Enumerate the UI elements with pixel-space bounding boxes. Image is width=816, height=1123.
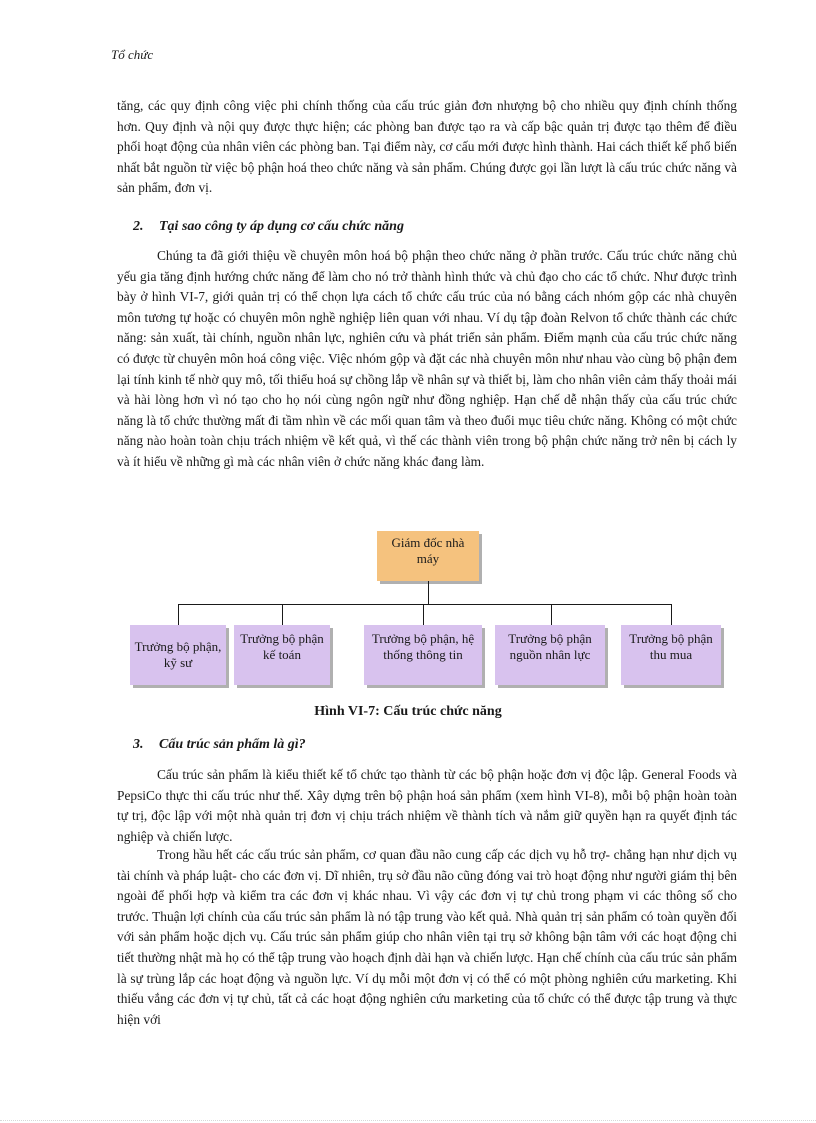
page-header: Tổ chức	[111, 47, 154, 62]
paragraph-functional-structure: Chúng ta đã giới thiệu về chuyên môn hoá bộ phận theo chức năng ở phần trước. Cấu trúc chức năng chủ yếu gia tăng định hướng chức năng để làm cho nó trở thành hình thức và chủ đạo cho các tổ chức. Như được trình bày ở hình VI-7, giới quản trị có thể chọn lựa cách tổ chức cấu trúc của nó bằng cách nhóm gộp các nhà chuyên môn tương tự hoặc có chuyên môn nghề nghiệp liên quan với nhau. Ví dụ tập đoàn Relvon tổ chức thành các chức năng: sản xuất, tài chính, nguồn nhân lực, nghiên cứu và phát triển sản phẩm. Điểm mạnh của cấu trúc chức năng có được từ chuyên môn hoá công việc. Việc nhóm gộp và đặt các nhà chuyên môn như nhau vào cùng bộ phận đem lại tính kinh tế nhờ quy mô, tối thiểu hoá sự chồng lắp về nhân sự và thiết bị, làm cho nhân viên cảm thấy thoải mái và hài lòng hơn vì nó tạo cho họ nói cùng ngôn ngữ như đồng nghiệp. Hạn chế dễ nhận thấy của cấu trúc chức năng là tổ chức thường mất đi tầm nhìn về các mối quan tâm và theo đuổi mục tiêu chức năng. Không có một chức năng nào hoàn toàn chịu trách nhiệm về kết quả, vì thế các thành viên trong bộ phận chức năng trở nên bị cách ly và ít hiểu về những gì mà các nhân viên ở chức năng khác đang làm.	[117, 248, 737, 469]
section-number: 2.	[133, 219, 144, 234]
org-box-accounting: Trưởng bộ phận kế toán	[234, 625, 330, 685]
figure-caption: Hình VI-7: Cấu trúc chức năng	[314, 704, 502, 719]
paragraph-product-structure-detail: Trong hầu hết các cấu trúc sản phẩm, cơ quan đầu não cung cấp các dịch vụ hỗ trợ- chẳng hạn như dịch vụ tài chính và pháp luật- cho các đơn vị. Dĩ nhiên, trụ sở đầu não cũng đóng vai trò hoạt động như người giám thị bên ngoài để phối hợp và kiểm tra các đơn vị khác nhau. Vì vậy các đơn vị tự chủ trong phạm vi các thông số cho trước. Thuận lợi chính của cấu trúc sản phẩm là nó tập trung vào kết quả. Nhà quản trị sản phẩm có toàn quyền đối với sản phẩm hoặc dịch vụ. Cấu trúc sản phẩm giúp cho nhân viên tại trụ sở không bận tâm với các hoạt động chi tiết thường nhật mà họ có thể tập trung vào hoạch định dài hạn và chiến lược. Hạn chế chính của cấu trúc sản phẩm là sự trùng lắp các hoạt động và nguồn lực. Ví dụ mỗi một đơn vị có thể có một phòng nghiên cứu marketing. Khi thiếu vắng các đơn vị tự chủ, tất cả các hoạt động nghiên cứu marketing của tổ chức có thể được tập trung và thực hiện với	[117, 847, 737, 1027]
connector-drop	[671, 604, 672, 625]
connector-drop	[551, 604, 552, 625]
paragraph-intro: tăng, các quy định công việc phi chính thống của cấu trúc giản đơn nhượng bộ cho nhiều quy định chính thống hơn. Quy định và nội quy được thực hiện; các phòng ban được tạo ra và cấp bậc quản trị được tạo thêm để điều phối hoạt động của nhân viên các phòng ban. Tại điểm này, cơ cấu mới được hình thành. Hai cách thiết kế phổ biến nhất bắt nguồn từ việc bộ phận hoá theo chức năng và sản phẩm. Chúng được gọi lần lượt là cấu trúc chức năng và sản phẩm, đơn vị.	[117, 98, 737, 196]
connector-vertical	[428, 581, 429, 605]
section-heading-3	[133, 737, 306, 753]
org-box-human-resources: Trưởng bộ phận nguồn nhân lực	[495, 625, 605, 685]
section-number: 3.	[133, 737, 144, 752]
section-heading-2	[133, 219, 404, 235]
connector-drop	[423, 604, 424, 625]
page-bottom-rule	[0, 1120, 816, 1121]
connector-drop	[178, 604, 179, 625]
org-box-engineering: Trưởng bộ phận, kỹ sư	[130, 625, 226, 685]
org-box-plant-director: Giám đốc nhà máy	[377, 531, 479, 581]
paragraph-product-structure: Cấu trúc sản phẩm là kiểu thiết kế tổ chức tạo thành từ các bộ phận hoặc đơn vị độc lập. General Foods và PepsiCo thực thi cấu trúc như thế. Xây dựng trên bộ phận hoá sản phẩm (xem hình VI-8), mỗi bộ phận hoàn toàn tự trị, độc lập với một nhà quản trị đơn vị chịu trách nhiệm về thành tích và nắm giữ quyền hạn ra quyết định tác nghiệp và chiến lược.	[117, 767, 737, 844]
connector-horizontal	[178, 604, 672, 605]
section-title: Tại sao công ty áp dụng cơ cấu chức năng	[159, 219, 404, 234]
connector-drop	[282, 604, 283, 625]
org-box-purchasing: Trưởng bộ phận thu mua	[621, 625, 721, 685]
section-title: Cấu trúc sản phẩm là gì?	[159, 737, 306, 752]
org-box-information-systems: Trưởng bộ phận, hệ thống thông tin	[364, 625, 482, 685]
